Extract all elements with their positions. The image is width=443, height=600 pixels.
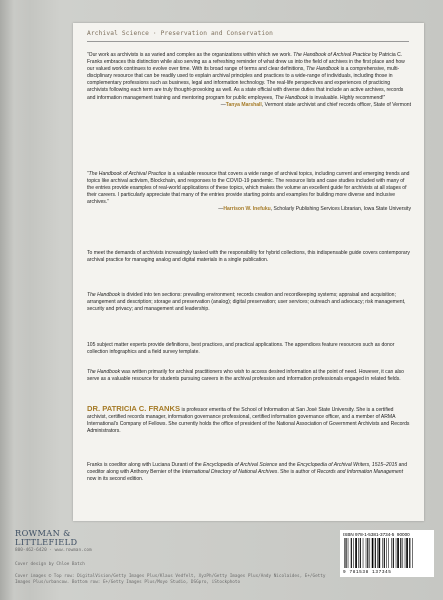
sections-paragraph: The Handbook is divided into ten sections: prevailing environment; records creation and recordkeeping systems; appraisal and acquisition; arrangement and description; storage and preservation (analog); digital preservation; user services; outreach and advocacy; risk management, security and privacy; and management and leadership. bbox=[87, 292, 406, 313]
barcode-digits: 9 781538 137345 bbox=[343, 570, 392, 575]
publisher-logo: ROWMAN & LITTLEFIELD bbox=[15, 528, 78, 547]
divider-line bbox=[87, 41, 409, 42]
author-bio: DR. PATRICIA C. FRANKS is professor emerita of the School of Information at San José State University. She is a certified archivist, certified records manager, information governance professional, certified information governance officer, and a member of ARMA International’s Company of Fellows. She currently holds the office of president of the National Association of Government Archivists and Records Administrators. bbox=[87, 404, 410, 435]
author-works: Franks is coeditor along with Luciana Duranti of the Encyclopedia of Archival Science and the Encyclopedia of Archival Writers, 1515–2015 and coeditor along with Anthony Bernier of the International Directory of National Archives. She is author of Records and Information Management now in its second edition. bbox=[87, 462, 408, 483]
quote-attribution: —Tanya Marshall, Vermont state archivist and chief records officer, State of Vermont bbox=[220, 101, 411, 108]
series-title: Archival Science · Preservation and Conservation bbox=[87, 30, 274, 37]
endorsement-marshall bbox=[87, 52, 411, 109]
cover-design-credit: Cover design by Chloe Batch bbox=[15, 562, 85, 567]
isbn-label: ISBN 978-1-5381-3734-5 90000 bbox=[343, 532, 410, 537]
experts-paragraph: 105 subject matter experts provide definitions, best practices, and practical applications. The appendices feature resources such as donor collection infographics and a field survey template. bbox=[87, 342, 395, 356]
cover-image-credit: Cover images © Top row: DigitalVision/Getty Images Plus/Klaus Vedfelt, XyzPh/Getty Images Plus/Andy Nicolaides, E+/Getty Images Plus/urbancow. Bottom row: E+/Getty Images Plus/Moyo Studio, DSGpro, iStockphoto bbox=[15, 574, 326, 585]
author-name: DR. PATRICIA C. FRANKS bbox=[87, 404, 181, 413]
quote-attribution: —Harrison W. Inefuku, Scholarly Publishing Services Librarian, Iowa State University bbox=[218, 206, 411, 213]
publisher-contact: 800-462-6420 · www.rowman.com bbox=[15, 548, 92, 553]
quote-body: “The Handbook of Archival Practice is a valuable resource that covers a wide range of archival topics, including current and emerging trends and topics like archival activism, Blockchain, and responses to the COVID-19 pandemic. The resource lists and case studies included with many of the entries provide examples of real-world applications of these topics, which makes the volume an excellent guide for archivists at all stages of their careers. I particularly appreciate that many of the entries provide starting points and examples for building more diverse and inclusive archives.” bbox=[87, 171, 410, 206]
endorsement-inefuku bbox=[87, 171, 411, 214]
description-paragraph: To meet the demands of archivists increasingly tasked with the responsibility for hybrid collections, this indispensable guide covers contemporary archival practice for managing analog and digital materials in a single publication. bbox=[87, 250, 410, 264]
audience-paragraph: The Handbook was written primarily for archival practitioners who wish to access desired information at the point of need. However, it can also serve as a valuable resource for students pursuing careers in the archival profession and information professionals engaged in related fields. bbox=[87, 369, 404, 383]
barcode-icon bbox=[343, 538, 431, 570]
quote-body: “Our work as archivists is as varied and complex as the organizations within which we work. The Handbook of Archival Practice by Patricia C. Franks embraces this distinction while also serving as a refreshing reminder of what drew us into the field of archives in the first place and how our valued work continues to evolve over time. With its broad range of terms and clear definitions, The Handbook is a comprehensive, multi-disciplinary resource that can be readily used to explain archival principles and practices to a wide-range of individuals, including those in complementary professions such as business, legal and information technology. The real-life perspectives and experiences of practicing archivists following each term are truly thought-provoking as well. As a state official with diverse duties that include an active archives, records and information management training and mentoring program for public employees, The Handbook is invaluable. Highly recommend!” bbox=[87, 52, 405, 101]
